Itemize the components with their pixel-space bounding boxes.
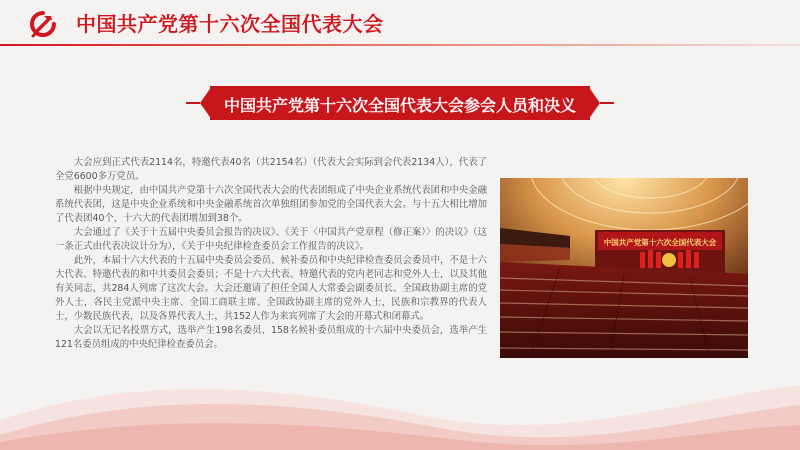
hammer-sickle-icon	[28, 10, 58, 40]
paragraph: 大会通过了《关于十五届中央委员会报告的决议》、《关于〈中国共产党章程（修正案）〉的决议》（这一条正式由代表决议计分为），《关于中央纪律检查委员会工作报告的决议》。	[55, 227, 487, 252]
paragraph: 大会应到正式代表2114名，特邀代表40名（共2154名）（代表大会实际到会代表2134人），代表了全党6600多万党员。	[55, 157, 487, 182]
paragraph: 根据中央规定，由中国共产党第十六次全国代表大会的代表团组成了中央企业系统代表团和中央金融系统代表团，这是中央企业系统和中央金融系统首次单独组团参加党的全国代表大会。与十五大相比增加了代表团40个，十六大的代表团增加到38个。	[55, 185, 487, 224]
banner-line-left	[186, 102, 200, 104]
paragraph: 大会以无记名投票方式，选举产生198名委员、158名候补委员组成的十六届中央委员会，选举产生121名委员组成的中央纪律检查委员会。	[55, 325, 487, 350]
top-bar	[0, 0, 800, 46]
decorative-wave	[0, 330, 800, 450]
paragraph: 此外，本届十六大代表的十五届中央委员会委员、候补委员和中央纪律检查委员会委员中，不是十六大代表、特邀代表的和中共委员会委员；不是十六大代表、特邀代表的党内老同志和党外人士，以及其他有关同志，共284人列席了这次大会。大会还邀请了担任全国人大常委会副委员长、全国政协副主席的党外人士，各民主党派中央主席、全国工商联主席、全国政协副主席的党外人士，民族和宗教界的代表人士，少数民族代表，以及各界代表人士，共152人作为来宾列席了大会的开幕式和闭幕式。	[55, 255, 487, 322]
banner-line-right	[600, 102, 614, 104]
banner-title: 中国共产党第十六次全国代表大会参会人员和决义	[223, 96, 576, 115]
body-text	[55, 156, 487, 352]
title-banner	[200, 86, 600, 120]
header-title: 中国共产党第十六次全国代表大会	[76, 12, 384, 36]
header-divider	[0, 44, 800, 46]
stage-screen-text: 中国共产党第十六次全国代表大会	[603, 238, 717, 247]
